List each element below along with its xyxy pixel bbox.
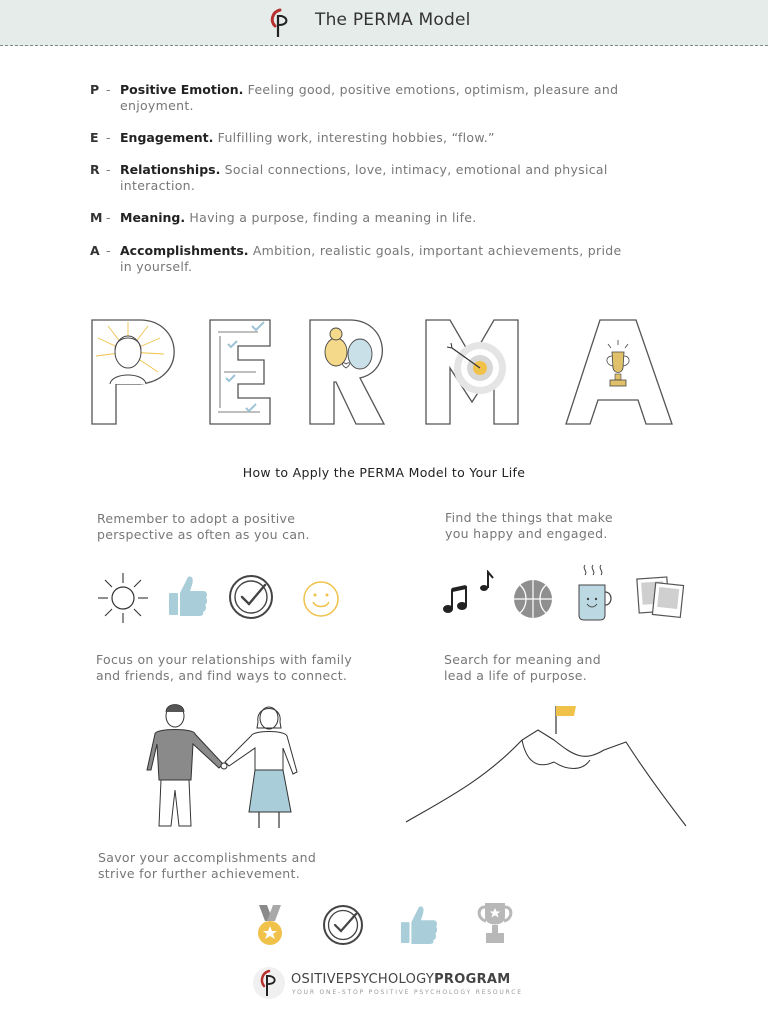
perma-term: Accomplishments. <box>120 243 249 258</box>
basketball-icon <box>512 578 554 620</box>
perma-desc: Social connections, love, intimacy, emotional and physical interaction. <box>120 162 608 193</box>
letter-m-illustration <box>426 320 518 424</box>
perma-term: Engagement. <box>120 130 214 145</box>
thumbs-up-icon <box>168 573 208 617</box>
perma-text <box>120 130 630 146</box>
perma-term: Relationships. <box>120 162 221 177</box>
perma-illustrated-letters <box>88 312 688 432</box>
check-badge-icon <box>321 903 365 947</box>
perma-desc: Ambition, realistic goals, important achievements, pride in yourself. <box>120 243 622 274</box>
perma-text <box>120 210 630 226</box>
perma-desc: Having a purpose, finding a meaning in life. <box>189 210 477 225</box>
couple-illustration <box>145 700 305 830</box>
perma-desc: Fulfilling work, interesting hobbies, “flow.” <box>217 130 495 145</box>
sun-icon <box>96 571 150 625</box>
perma-text <box>120 82 630 114</box>
footer-logo-icon <box>252 966 286 1000</box>
perma-letter: A <box>90 243 100 258</box>
tip-line: and friends, and find ways to connect. <box>96 668 348 683</box>
check-badge-icon <box>227 573 275 621</box>
section-title: How to Apply the PERMA Model to Your Life <box>242 465 526 480</box>
tip-positive <box>97 511 310 543</box>
perma-letter: M <box>90 210 103 225</box>
tip-line: lead a life of purpose. <box>444 668 588 683</box>
medal-icon <box>253 903 287 947</box>
perma-term: Positive Emotion. <box>120 82 244 97</box>
tip-meaning <box>444 652 601 684</box>
thumbs-up-icon <box>400 903 438 945</box>
tip-line: perspective as often as you can. <box>97 527 310 542</box>
perma-letter: P <box>90 82 100 97</box>
photos-icon <box>636 576 686 620</box>
tip-line: Focus on your relationships with family <box>96 652 353 667</box>
perma-letter: R <box>90 162 100 177</box>
footer-tagline: YOUR ONE-STOP POSITIVE PSYCHOLOGY RESOURCE <box>292 989 523 996</box>
perma-text <box>120 162 630 194</box>
brand-part: PSYCHOLOGY <box>344 972 435 987</box>
coffee-mug-icon <box>575 563 615 621</box>
pp-logo-icon <box>266 7 294 39</box>
tip-accomplish <box>98 850 316 882</box>
page-title: The PERMA Model <box>315 10 471 30</box>
tip-line: Savor your accomplishments and <box>98 850 317 865</box>
dash: - <box>106 82 111 97</box>
tip-line: Remember to adopt a positive <box>97 511 296 526</box>
dash: - <box>106 210 111 225</box>
perma-desc: Feeling good, positive emotions, optimism, pleasure and enjoyment. <box>120 82 619 113</box>
tip-line: strive for further achievement. <box>98 866 301 881</box>
dash: - <box>106 130 111 145</box>
mountain-flag-illustration <box>404 700 688 830</box>
perma-term: Meaning. <box>120 210 186 225</box>
tip-line: Find the things that make <box>445 510 613 525</box>
music-notes-icon <box>441 570 497 616</box>
dash: - <box>106 243 111 258</box>
dash: - <box>106 162 111 177</box>
tip-relationships <box>96 652 352 684</box>
smiley-icon <box>301 579 341 619</box>
tip-engaged <box>445 510 613 542</box>
letter-p-illustration <box>92 320 174 424</box>
letter-e-illustration <box>210 320 270 424</box>
brand-part: OSITIVE <box>291 972 345 987</box>
brand-part: PROGRAM <box>434 972 511 987</box>
perma-letter: E <box>90 130 99 145</box>
header-bar <box>0 0 768 46</box>
tip-line: you happy and engaged. <box>445 526 608 541</box>
letter-r-illustration <box>310 320 384 424</box>
footer-brand <box>291 972 510 987</box>
tip-line: Search for meaning and <box>444 652 601 667</box>
perma-text <box>120 243 630 275</box>
letter-a-illustration <box>566 320 672 424</box>
trophy-icon <box>475 901 515 945</box>
